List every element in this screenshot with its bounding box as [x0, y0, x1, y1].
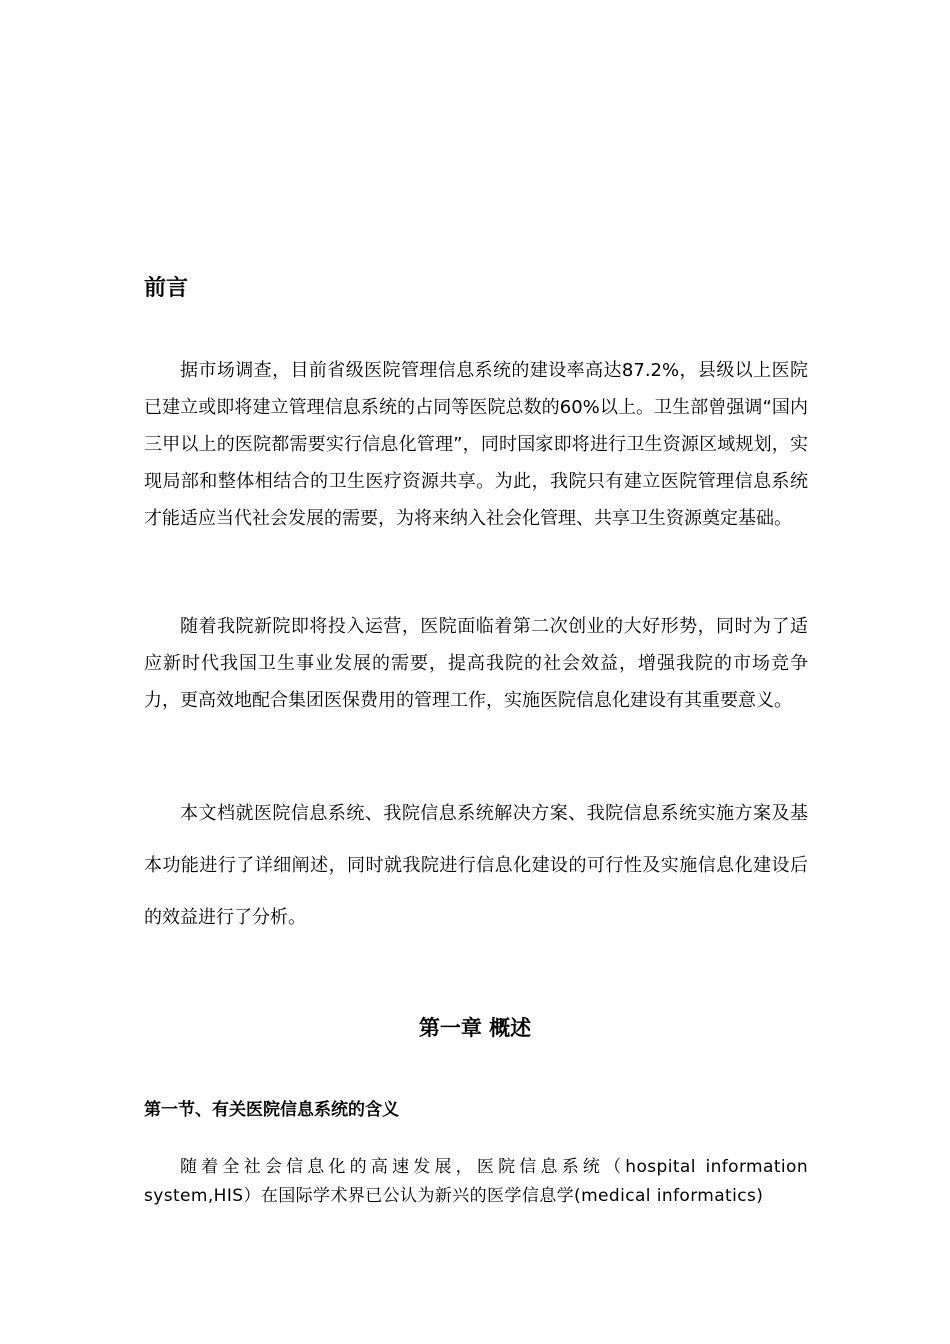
preface-paragraph-3: 本文档就医院信息系统、我院信息系统解决方案、我院信息系统实施方案及基本功能进行了详细阐述，同时就我院进行信息化建设的可行性及实施信息化建设后的效益进行了分析。 — [144, 803, 808, 928]
section-title: 第一节、有关医院信息系统的含义 — [144, 1100, 399, 1120]
preface-paragraph-1: 据市场调查，目前省级医院管理信息系统的建设率高达87.2%，县级以上医院已建立或即将建立管理信息系统的占同等医院总数的60%以上。卫生部曾强调“国内三甲以上的医院都需要实行信息化管理”，同时国家即将进行卫生资源区域规划，实现局部和整体相结合的卫生医疗资源共享。为此，我院只有建立医院管理信息系统才能适应当代社会发展的需要，为将来纳入社会化管理、共享卫生资源奠定基础。 — [144, 360, 808, 529]
chapter-title: 第一章 概述 — [418, 1016, 532, 1040]
preface-title: 前言 — [144, 276, 189, 301]
preface-paragraph-2: 随着我院新院即将投入运营，医院面临着第二次创业的大好形势，同时为了适应新时代我国卫生事业发展的需要，提高我院的社会效益，增强我院的市场竞争力，更高效地配合集团医保费用的管理工作，实施医院信息化建设有其重要意义。 — [144, 616, 808, 711]
section-paragraph: 随着全社会信息化的高速发展，医院信息系统（hospital information system,HIS）在国际学术界已公认为新兴的医学信息学(medical informatics) — [144, 1157, 808, 1206]
